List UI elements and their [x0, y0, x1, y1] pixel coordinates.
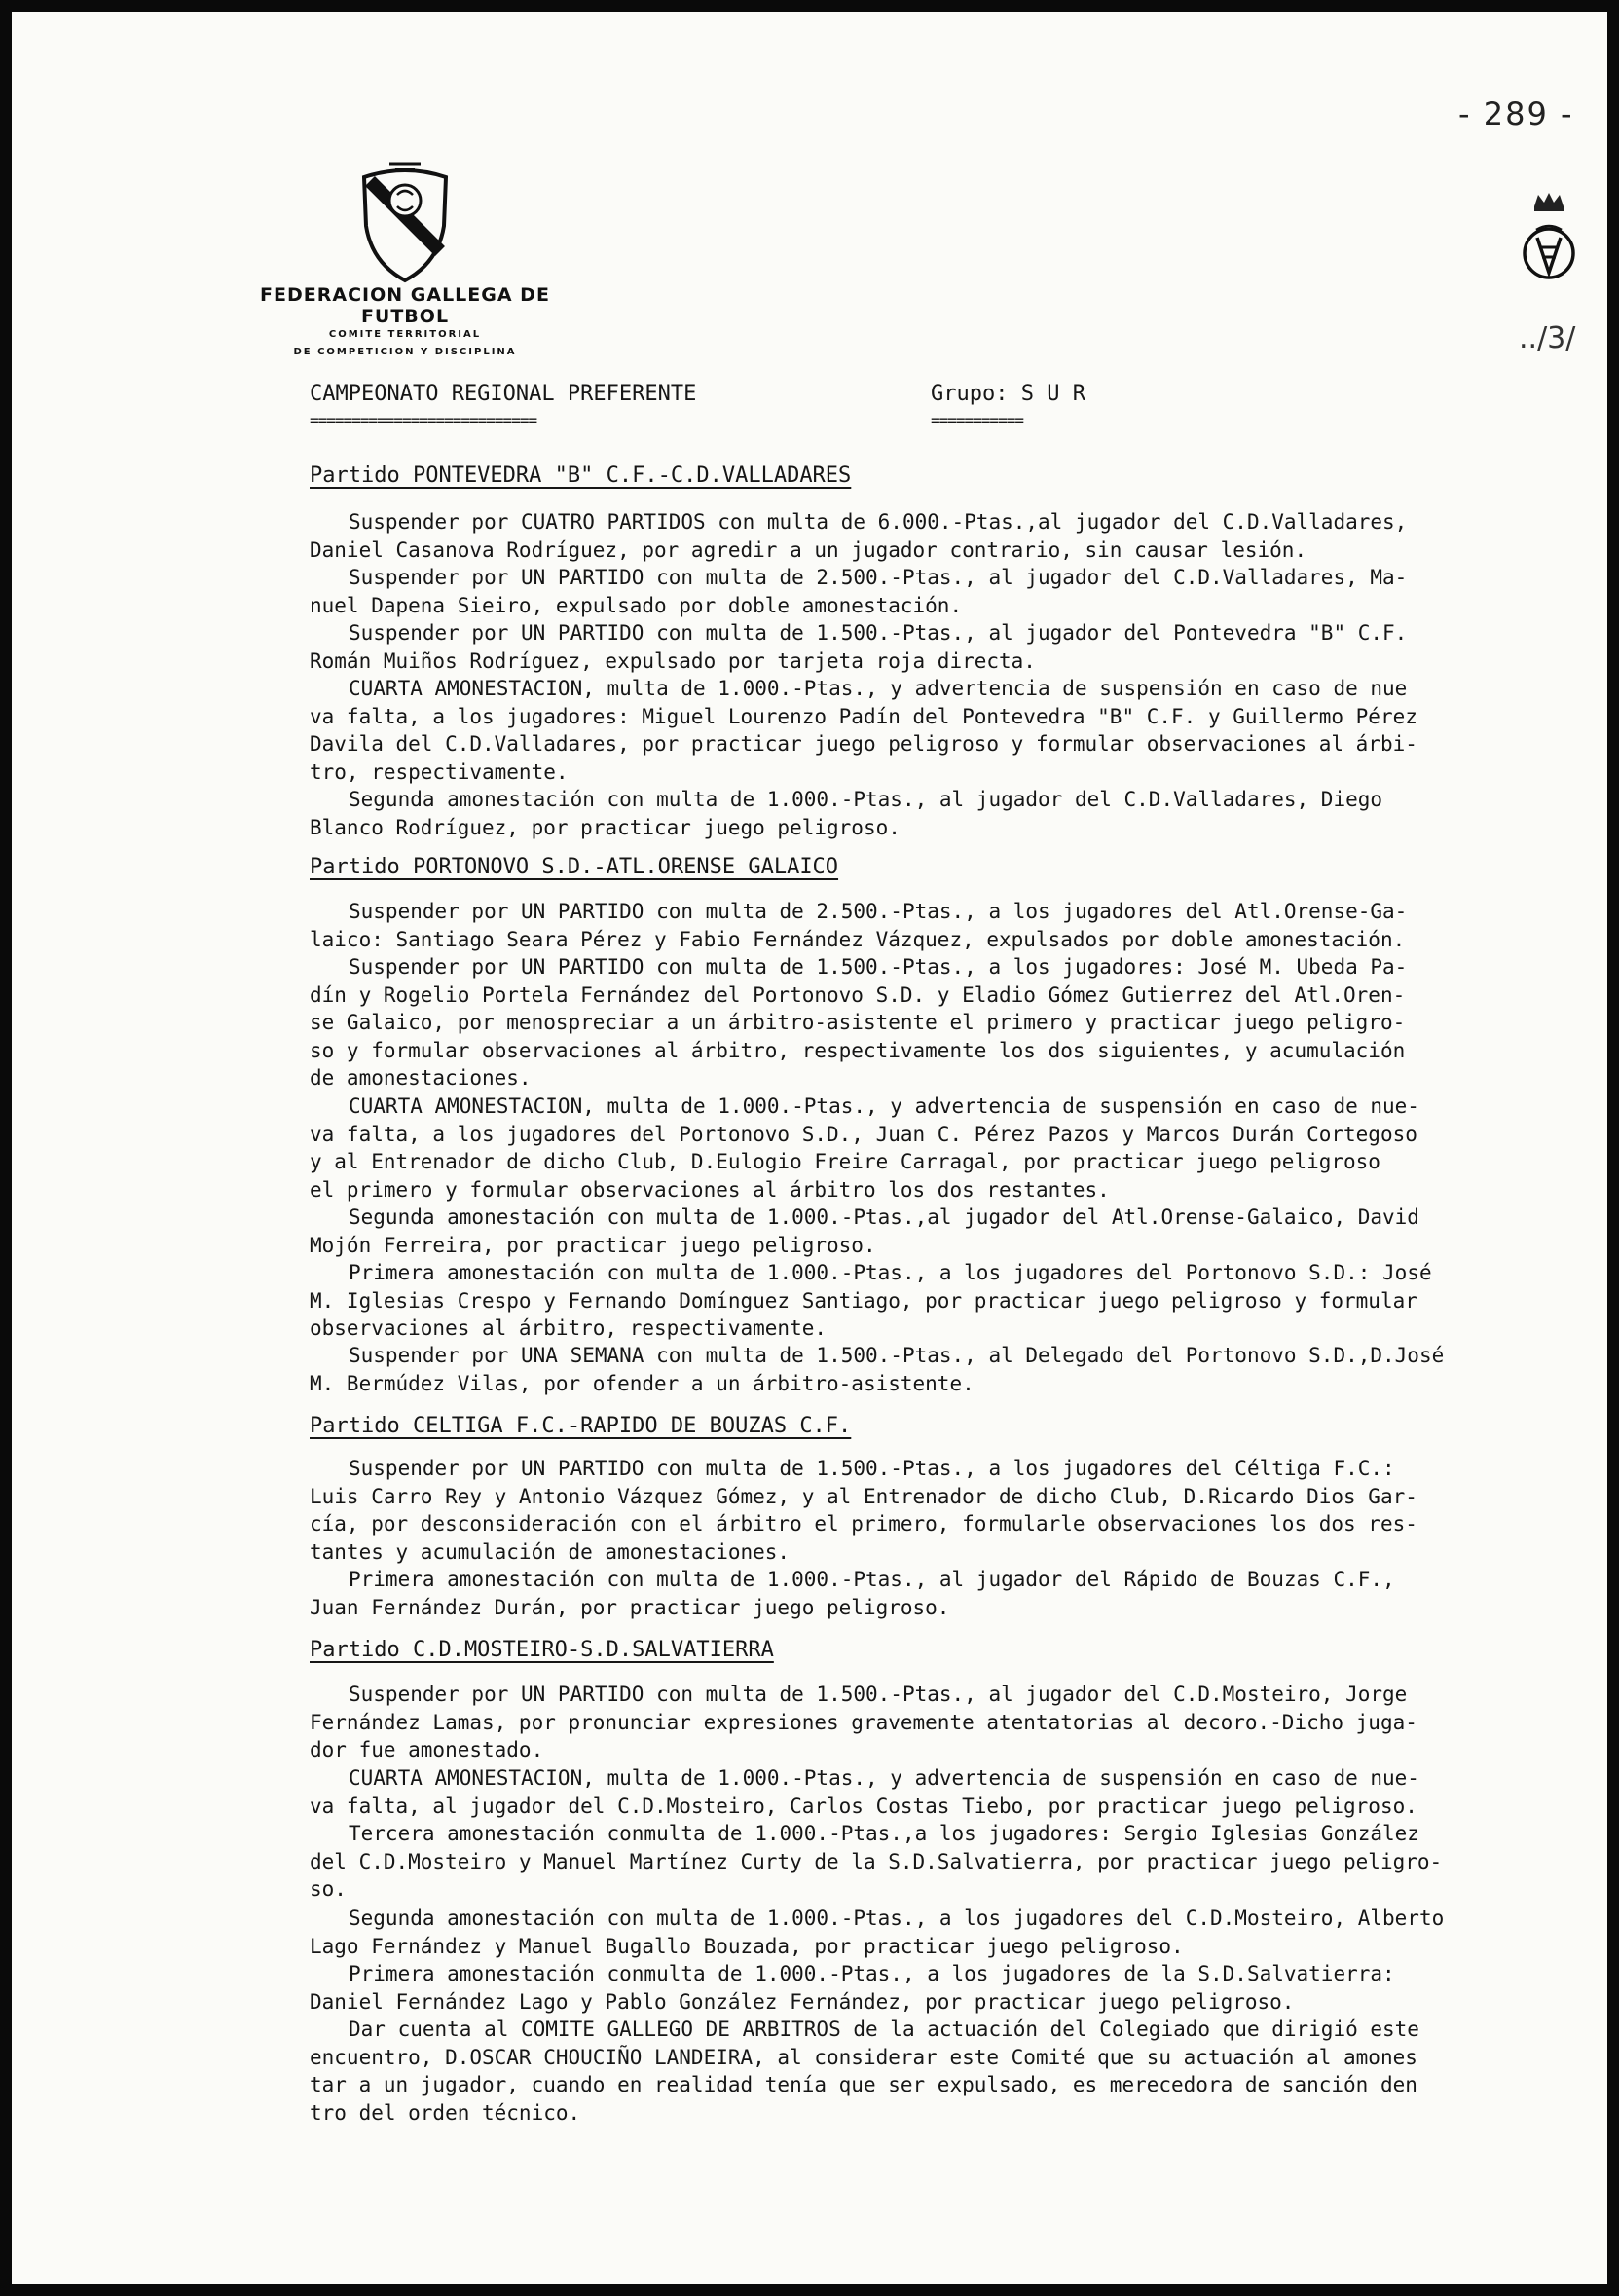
text-line: Suspender por CUATRO PARTIDOS con multa de 6.000.-Ptas.,al jugador del C.D.Valladares,: [349, 510, 1408, 534]
text-line: tar a un jugador, cuando en realidad tenía que ser expulsado, es merecedora de sanción den: [310, 2073, 1417, 2096]
text-line: nuel Dapena Sieiro, expulsado por doble amonestación.: [310, 593, 963, 617]
text-line: Luis Carro Rey y Antonio Vázquez Gómez, y al Entrenador de dicho Club, D.Ricardo Dios Gar-: [310, 1484, 1417, 1508]
text-line: del C.D.Mosteiro y Manuel Martínez Curty de la S.D.Salvatierra, por practicar juego peligro-: [310, 1849, 1443, 1873]
sanction-paragraph: [310, 619, 1575, 675]
text-line: va falta, a los jugadores: Miguel Lourenzo Padín del Pontevedra "B" C.F. y Guillermo Pérez: [310, 704, 1417, 728]
text-line: y al Entrenador de dicho Club, D.Eulogio Freire Carragal, por practicar juego peligroso: [310, 1150, 1380, 1173]
text-line: dín y Rogelio Portela Fernández del Portonovo S.D. y Eladio Gómez Gutierrez del Atl.Oren-: [310, 982, 1406, 1007]
sanction-paragraph: [310, 786, 1575, 841]
text-line: CUARTA AMONESTACION, multa de 1.000.-Ptas., y advertencia de suspensión en caso de nue-: [349, 1094, 1419, 1118]
text-line: Suspender por UN PARTIDO con multa de 2.500.-Ptas., al jugador del C.D.Valladares, Ma-: [349, 566, 1408, 589]
sanction-paragraph: [310, 953, 1575, 1092]
text-line: Fernández Lamas, por pronunciar expresiones gravemente atentatorias al decoro.-Dicho juga-: [310, 1710, 1417, 1734]
sanction-paragraph: [310, 1204, 1575, 1259]
text-line: va falta, a los jugadores del Portonovo S.D., Juan C. Pérez Pazos y Marcos Durán Cortegoso: [310, 1122, 1417, 1146]
text-line: Daniel Casanova Rodríguez, por agredir a un jugador contrario, sin causar lesión.: [310, 537, 1307, 562]
sanction-paragraph: [310, 2016, 1575, 2127]
page-number: - 289 -: [1458, 95, 1574, 132]
text-line: Suspender por UN PARTIDO con multa de 1.500.-Ptas., al jugador del C.D.Mosteiro, Jorge: [349, 1683, 1408, 1706]
text-line: va falta, al jugador del C.D.Mosteiro, Carlos Costas Tiebo, por practicar juego peligroso.: [310, 1794, 1417, 1818]
text-line: Suspender por UN PARTIDO con multa de 2.500.-Ptas., a los jugadores del Atl.Orense-Ga-: [349, 900, 1408, 923]
sanction-paragraph: [310, 1259, 1575, 1343]
text-line: Mojón Ferreira, por practicar juego peligroso.: [310, 1233, 876, 1257]
text-line: observaciones al árbitro, respectivamente.: [310, 1316, 828, 1340]
committee-name-line2: DE COMPETICION Y DISCIPLINA: [293, 347, 517, 357]
text-line: M. Iglesias Crespo y Fernando Domínguez Santiago, por practicar juego peligroso y formular: [310, 1288, 1417, 1313]
sanction-paragraph: [310, 1905, 1575, 1960]
text-line: Dar cuenta al COMITE GALLEGO DE ARBITROS de la actuación del Colegiado que dirigió este: [349, 2018, 1419, 2041]
text-line: encuentro, D.OSCAR CHOUCIÑO LANDEIRA, al considerar este Comité que su actuación al amones: [310, 2045, 1417, 2069]
match-title: Partido CELTIGA F.C.-RAPIDO DE BOUZAS C.F.: [310, 1414, 852, 1438]
sanction-paragraph: [310, 564, 1575, 619]
sanction-paragraph: [310, 898, 1575, 953]
text-line: dor fue amonestado.: [310, 1738, 544, 1761]
continuation-mark: ../3/: [1519, 321, 1576, 355]
document-page: [12, 12, 1607, 2284]
text-line: Suspender por UNA SEMANA con multa de 1.500.-Ptas., al Delegado del Portonovo S.D.,D.José: [349, 1344, 1445, 1367]
text-line: el primero y formular observaciones al árbitro los dos restantes.: [310, 1177, 1110, 1202]
group-underline: ===========: [931, 411, 1023, 429]
text-line: Davila del C.D.Valladares, por practicar juego peligroso y formular observaciones al árbi-: [310, 732, 1417, 756]
text-line: so.: [310, 1877, 347, 1901]
text-line: Blanco Rodríguez, por practicar juego peligroso.: [310, 815, 901, 839]
text-line: Tercera amonestación conmulta de 1.000.-Ptas.,a los jugadores: Sergio Iglesias González: [349, 1822, 1419, 1845]
text-line: tantes y acumulación de amonestaciones.: [310, 1539, 791, 1564]
text-line: Segunda amonestación con multa de 1.000.-Ptas., al jugador del C.D.Valladares, Diego: [349, 788, 1383, 811]
match-title: Partido PONTEVEDRA "B" C.F.-C.D.VALLADARES: [310, 463, 852, 488]
text-line: CUARTA AMONESTACION, multa de 1.000.-Ptas., y advertencia de suspensión en caso de nue: [349, 677, 1408, 700]
text-line: Primera amonestación conmulta de 1.000.-Ptas., a los jugadores de la S.D.Salvatierra:: [349, 1962, 1395, 1985]
sanction-paragraph: [310, 1764, 1575, 1820]
match-title: Partido PORTONOVO S.D.-ATL.ORENSE GALAICO: [310, 855, 839, 879]
text-line: Suspender por UN PARTIDO con multa de 1.500.-Ptas., a los jugadores del Céltiga F.C.:: [349, 1457, 1395, 1480]
sanction-paragraph: [310, 1455, 1575, 1566]
text-line: Suspender por UN PARTIDO con multa de 1.500.-Ptas., a los jugadores: José M. Ubeda Pa-: [349, 955, 1408, 979]
federation-emblem-icon: [1521, 189, 1577, 290]
text-line: de amonestaciones.: [310, 1066, 532, 1090]
text-line: Suspender por UN PARTIDO con multa de 1.500.-Ptas., al jugador del Pontevedra "B" C.F.: [349, 621, 1408, 645]
sanction-paragraph: [310, 1092, 1575, 1204]
text-line: cía, por desconsideración con el árbitro el primero, formularle observaciones los dos res-: [310, 1512, 1417, 1536]
committee-name-line1: COMITE TERRITORIAL: [328, 329, 482, 340]
sanction-paragraph: [310, 508, 1575, 564]
competition-name: CAMPEONATO REGIONAL PREFERENTE: [310, 382, 697, 406]
text-line: Daniel Fernández Lago y Pablo González Fernández, por practicar juego peligroso.: [310, 1989, 1295, 2014]
text-line: tro del orden técnico.: [310, 2100, 581, 2125]
sanction-paragraph: [310, 675, 1575, 786]
text-line: laico: Santiago Seara Pérez y Fabio Fernández Vázquez, expulsados por doble amonestación.: [310, 927, 1406, 951]
text-line: Juan Fernández Durán, por practicar juego peligroso.: [310, 1595, 950, 1619]
text-line: Primera amonestación con multa de 1.000.-Ptas., a los jugadores del Portonovo S.D.: José: [349, 1261, 1432, 1284]
text-line: Román Muiños Rodríguez, expulsado por tarjeta roja directa.: [310, 648, 1036, 673]
sanction-paragraph: [310, 1681, 1575, 1764]
text-line: Primera amonestación con multa de 1.000.-Ptas., al jugador del Rápido de Bouzas C.F.,: [349, 1568, 1395, 1591]
competition-underline: ===========================: [310, 411, 537, 429]
text-line: tro, respectivamente.: [310, 759, 569, 784]
text-line: Segunda amonestación con multa de 1.000.-Ptas.,al jugador del Atl.Orense-Galaico, David: [349, 1205, 1419, 1229]
match-title: Partido C.D.MOSTEIRO-S.D.SALVATIERRA: [310, 1638, 774, 1662]
text-line: Segunda amonestación con multa de 1.000.-Ptas., a los jugadores del C.D.Mosteiro, Alberto: [349, 1907, 1445, 1930]
text-line: so y formular observaciones al árbitro, respectivamente los dos siguientes, y acumulación: [310, 1038, 1406, 1062]
text-line: CUARTA AMONESTACION, multa de 1.000.-Ptas., y advertencia de suspensión en caso de nue-: [349, 1766, 1419, 1790]
text-line: Lago Fernández y Manuel Bugallo Bouzada, por practicar juego peligroso.: [310, 1934, 1184, 1958]
sanction-paragraph: [310, 1960, 1575, 2016]
text-line: se Galaico, por menospreciar a un árbitro-asistente el primero y practicar juego peligro-: [310, 1011, 1406, 1034]
sanction-paragraph: [310, 1342, 1575, 1397]
federation-crest-icon: [350, 158, 460, 284]
sanction-paragraph: [310, 1820, 1575, 1904]
text-line: M. Bermúdez Vilas, por ofender a un árbitro-asistente.: [310, 1371, 975, 1395]
group-label: Grupo: S U R: [931, 382, 1085, 406]
sanction-paragraph: [310, 1566, 1575, 1621]
federation-name: FEDERACION GALLEGA DE FUTBOL: [260, 284, 550, 327]
